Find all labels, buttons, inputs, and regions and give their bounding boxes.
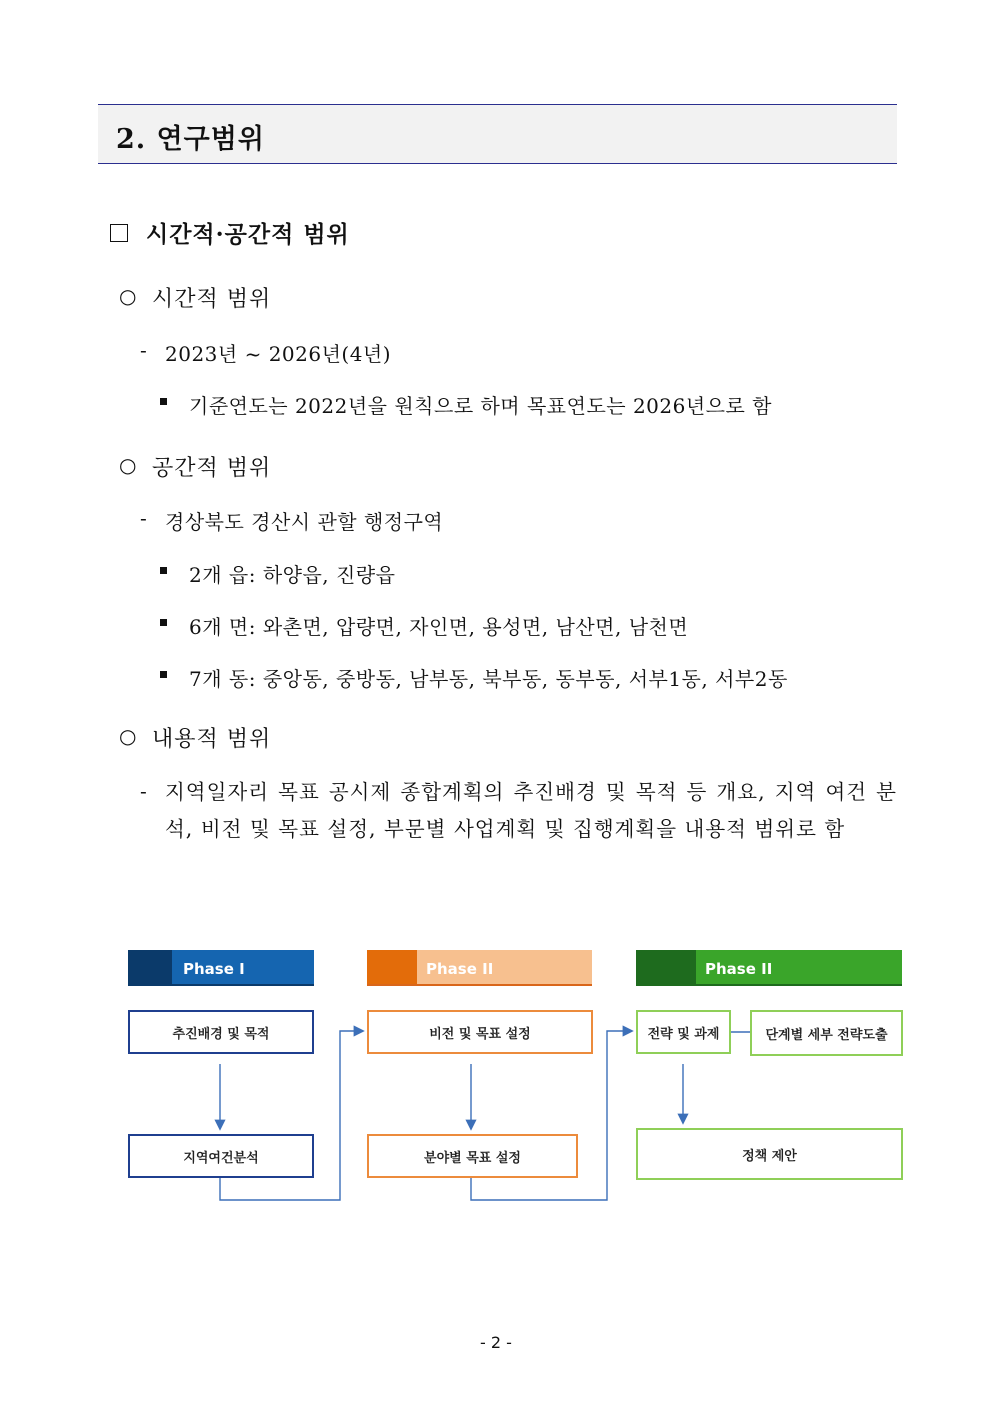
time-period: 2023년 ~ 2026년(4년) — [165, 342, 392, 366]
dash-marker: - — [140, 338, 147, 362]
box-policy-proposal: 정책 제안 — [636, 1128, 903, 1180]
time-scope-title: 시간적 범위 — [152, 287, 272, 312]
space-item: 6개 면: 와촌면, 압량면, 자인면, 용성면, 남산면, 남천면 — [189, 615, 689, 639]
arrow-phase2-to-phase3 — [471, 1031, 631, 1200]
phase1-label: Phase I — [183, 960, 245, 978]
phase3-label: Phase II — [705, 960, 773, 978]
dash-marker: - — [140, 506, 147, 530]
box-stage-strategy: 단계별 세부 전략도출 — [750, 1010, 903, 1056]
box-regional-analysis: 지역여건분석 — [128, 1134, 314, 1178]
space-item: 2개 읍: 하양읍, 진량읍 — [189, 563, 396, 587]
section-title: 2. 연구범위 — [116, 124, 265, 155]
circle-marker: ○ — [119, 453, 137, 477]
box-sector-goals: 분야별 목표 설정 — [367, 1134, 578, 1178]
circle-marker: ○ — [119, 284, 137, 308]
page-number: - 2 - — [480, 1333, 512, 1352]
box-background-purpose: 추진배경 및 목적 — [128, 1010, 314, 1054]
content-scope-text: 지역일자리 목표 공시제 종합계획의 추진배경 및 목적 등 개요, 지역 여건 분석, 비전 및 목표 설정, 부문별 사업계획 및 집행계획을 내용적 범위로 함 — [165, 780, 897, 841]
space-area: 경상북도 경산시 관할 행정구역 — [165, 510, 444, 534]
box-strategy-tasks: 전략 및 과제 — [636, 1010, 731, 1054]
box-vision-goals: 비전 및 목표 설정 — [367, 1010, 593, 1054]
time-note: 기준연도는 2022년을 원칙으로 하며 목표연도는 2026년으로 함 — [189, 394, 772, 418]
circle-marker: ○ — [119, 724, 137, 748]
dash-marker: - — [140, 779, 147, 803]
space-scope-title: 공간적 범위 — [152, 456, 272, 481]
phase2-label: Phase II — [426, 960, 494, 978]
arrow-phase1-to-phase2 — [220, 1031, 362, 1200]
content-scope-title: 내용적 범위 — [152, 727, 272, 752]
space-item: 7개 동: 중앙동, 중방동, 남부동, 북부동, 동부동, 서부1동, 서부2동 — [189, 667, 788, 691]
scope-heading: 시간적·공간적 범위 — [146, 221, 350, 248]
